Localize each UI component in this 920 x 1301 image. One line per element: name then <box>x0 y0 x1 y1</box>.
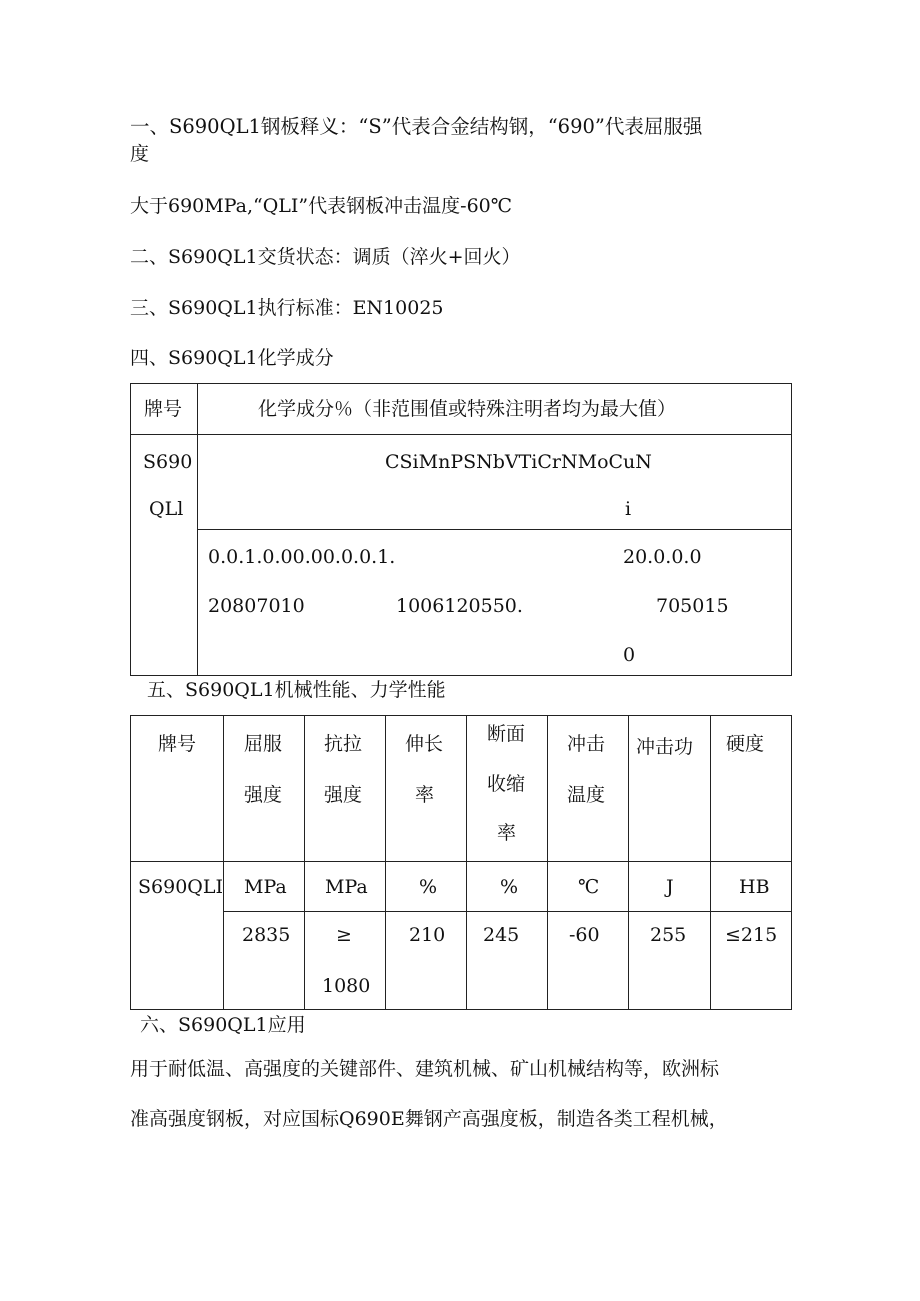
mech-unit-cell <box>305 862 386 912</box>
mech-header-yield-1: 屈服 <box>244 733 283 755</box>
mech-value-cell <box>305 912 386 1010</box>
mech-header-yield-cell <box>224 716 305 862</box>
mech-value: 255 <box>650 924 687 946</box>
mech-unit: ℃ <box>578 876 600 898</box>
mech-value-cell <box>386 912 467 1010</box>
application-line2: 准高强度钢板，对应国标Q690E舞钢产高强度板，制造各类工程机械， <box>130 1108 728 1130</box>
mech-unit: HB <box>739 876 770 898</box>
mech-header-impact-temp-1: 冲击 <box>567 733 606 755</box>
mech-header-hardness: 硬度 <box>726 733 765 755</box>
mech-unit: MPa <box>244 876 287 898</box>
application-line1: 用于耐低温、高强度的关键部件、建筑机械、矿山机械结构等，欧洲标 <box>130 1058 720 1080</box>
mech-unit: % <box>419 876 438 898</box>
chem-grade-cell <box>131 435 198 676</box>
chem-elements-line2: i <box>625 498 632 520</box>
chem-table <box>130 383 792 676</box>
mech-value-cell <box>467 912 548 1010</box>
mech-value-cell <box>548 912 629 1010</box>
mech-value: ≤215 <box>725 924 778 946</box>
chem-grade-line2: QLl <box>149 498 184 520</box>
mech-header-yield-2: 强度 <box>244 784 283 806</box>
mech-unit-cell <box>224 862 305 912</box>
mech-header-impact-temp-2: 温度 <box>567 784 606 806</box>
chem-grade-line1: S690 <box>143 451 193 473</box>
mech-value: 2835 <box>242 924 291 946</box>
section3-standard: 三、S690QL1执行标准：EN10025 <box>130 297 444 319</box>
mech-value: -60 <box>569 924 600 946</box>
mech-header-tensile-1: 抗拉 <box>324 733 363 755</box>
section1-line2: 度 <box>130 143 150 165</box>
chem-values-b3: 705015 <box>656 595 729 617</box>
mech-header-reduction-2: 收缩 <box>487 773 526 795</box>
mech-header-grade-cell <box>131 716 224 862</box>
mech-unit-cell <box>467 862 548 912</box>
mech-unit-cell <box>548 862 629 912</box>
mech-header-reduction-cell <box>467 716 548 862</box>
mech-header-reduction-1: 断面 <box>487 723 526 745</box>
section1-line1: 一、S690QL1钢板释义：“S”代表合金结构钢，“690”代表屈服强 <box>130 115 703 138</box>
mech-header-elong-2: 率 <box>415 784 435 806</box>
mech-unit: J <box>666 876 674 898</box>
mech-header-tensile-cell <box>305 716 386 862</box>
chem-header-grade: 牌号 <box>144 398 183 420</box>
chem-header-comp-cell <box>198 384 792 435</box>
mech-unit: % <box>500 876 519 898</box>
mech-grade: S690QLI <box>138 876 223 898</box>
mech-grade-cell <box>131 862 224 1010</box>
chem-header-comp: 化学成分％（非范围值或特殊注明者均为最大值） <box>258 398 677 420</box>
mech-value-cell <box>711 912 792 1010</box>
section1-line3: 大于690MPa,“QLI”代表钢板冲击温度-60℃ <box>130 195 512 217</box>
chem-values-b2: 1006120550. <box>396 595 523 617</box>
mech-table <box>130 715 792 1010</box>
chem-elements-line1: CSiMnPSNbVTiCrNMoCuN <box>385 451 652 473</box>
mech-unit-cell <box>629 862 711 912</box>
section5-mech-title: 五、S690QL1机械性能、力学性能 <box>147 679 446 701</box>
mech-header-tensile-2: 强度 <box>324 784 363 806</box>
chem-values-cell <box>198 530 792 676</box>
mech-value: 245 <box>483 924 520 946</box>
mech-value-cell <box>629 912 711 1010</box>
mech-header-impact-energy-cell <box>629 716 711 862</box>
chem-values-b1: 20807010 <box>208 595 305 617</box>
mech-unit-cell <box>711 862 792 912</box>
mech-header-hardness-cell <box>711 716 792 862</box>
mech-header-reduction-3: 率 <box>497 822 517 844</box>
mech-unit-cell <box>386 862 467 912</box>
section4-chem-title: 四、S690QL1化学成分 <box>130 347 334 369</box>
mech-unit: MPa <box>325 876 368 898</box>
chem-elements-cell <box>198 435 792 530</box>
mech-value-extra: 1080 <box>322 975 371 997</box>
chem-header-grade-cell <box>131 384 198 435</box>
chem-values-a1: 0.0.1.0.00.00.0.0.1. <box>208 546 396 568</box>
section6-application-title: 六、S690QL1应用 <box>140 1014 306 1036</box>
mech-header-elong-1: 伸长 <box>405 733 444 755</box>
mech-header-grade: 牌号 <box>158 733 197 755</box>
chem-values-a2: 20.0.0.0 <box>623 546 702 568</box>
section2-delivery: 二、S690QL1交货状态：调质（淬火+回火） <box>130 246 521 268</box>
mech-header-impact-temp-cell <box>548 716 629 862</box>
mech-header-impact-energy: 冲击功 <box>636 736 694 758</box>
mech-value: ≥ <box>336 924 352 946</box>
chem-values-c: 0 <box>623 644 636 666</box>
mech-value-cell <box>224 912 305 1010</box>
mech-value: 210 <box>409 924 446 946</box>
mech-header-elong-cell <box>386 716 467 862</box>
